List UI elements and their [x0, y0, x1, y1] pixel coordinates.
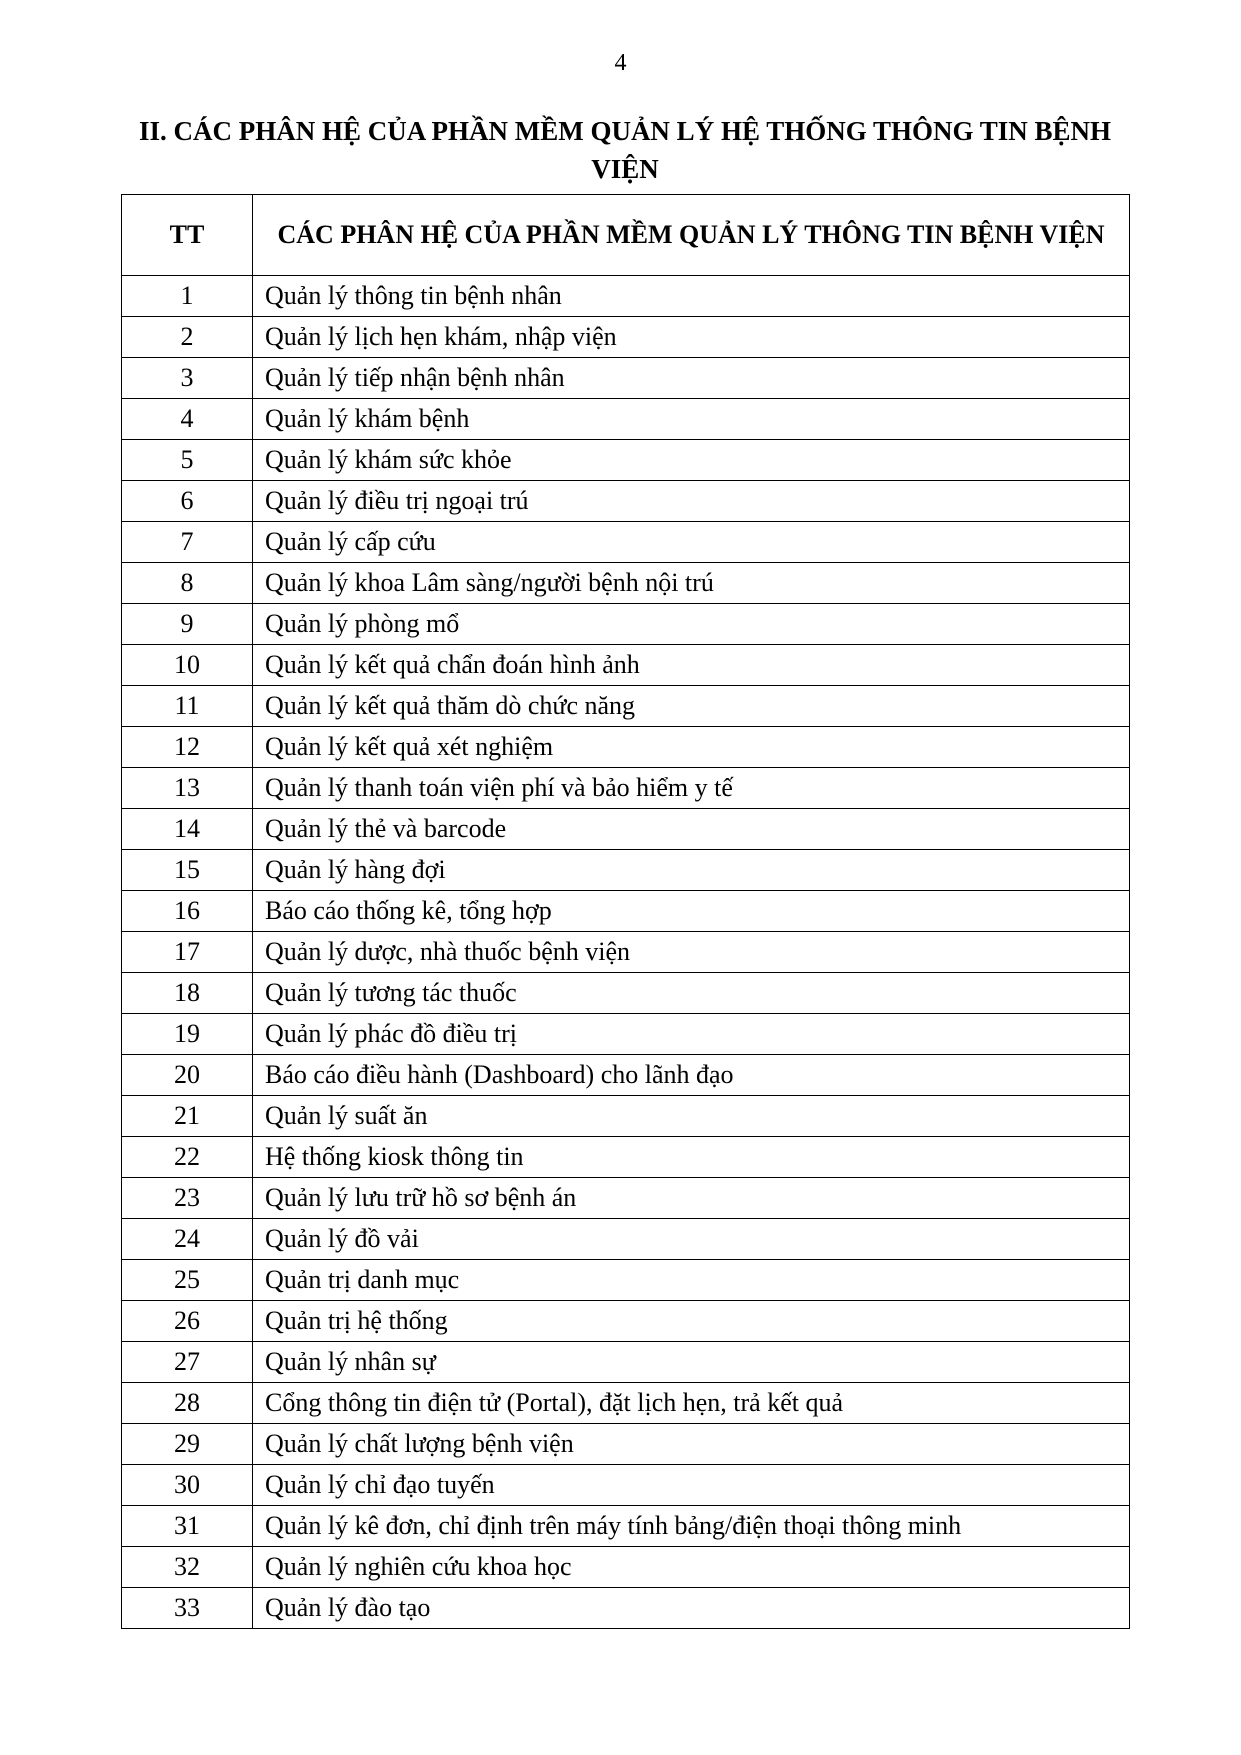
table-row: [122, 1260, 1130, 1301]
table-row: [122, 276, 1130, 317]
table-row: [122, 1383, 1130, 1424]
table-row: [122, 1137, 1130, 1178]
table-row: [122, 727, 1130, 768]
table-row: [122, 809, 1130, 850]
row-number: 22: [122, 1137, 253, 1178]
table-row: [122, 399, 1130, 440]
row-number: 4: [122, 399, 253, 440]
header-module-name: CÁC PHÂN HỆ CỦA PHẦN MỀM QUẢN LÝ THÔNG TIN BỆNH VIỆN: [253, 195, 1130, 276]
table-row: [122, 1547, 1130, 1588]
row-number: 18: [122, 973, 253, 1014]
module-name: Quản lý phòng mổ: [253, 604, 1130, 645]
row-number: 20: [122, 1055, 253, 1096]
table-row: [122, 440, 1130, 481]
table-row: [122, 1506, 1130, 1547]
row-number: 23: [122, 1178, 253, 1219]
module-name: Quản lý lịch hẹn khám, nhập viện: [253, 317, 1130, 358]
row-number: 21: [122, 1096, 253, 1137]
row-number: 13: [122, 768, 253, 809]
table-row: [122, 1096, 1130, 1137]
module-name: Quản trị danh mục: [253, 1260, 1130, 1301]
module-name: Quản lý khám sức khỏe: [253, 440, 1130, 481]
table-row: [122, 1055, 1130, 1096]
table-row: [122, 686, 1130, 727]
table-header-row: [122, 195, 1130, 276]
row-number: 11: [122, 686, 253, 727]
module-name: Quản lý thông tin bệnh nhân: [253, 276, 1130, 317]
section-title: II. CÁC PHÂN HỆ CỦA PHẦN MỀM QUẢN LÝ HỆ THỐNG THÔNG TIN BỆNH VIỆN: [138, 116, 1112, 184]
row-number: 8: [122, 563, 253, 604]
module-name: Quản lý chỉ đạo tuyến: [253, 1465, 1130, 1506]
row-number: 2: [122, 317, 253, 358]
table-row: [122, 481, 1130, 522]
module-name: Quản lý dược, nhà thuốc bệnh viện: [253, 932, 1130, 973]
row-number: 29: [122, 1424, 253, 1465]
table-row: [122, 645, 1130, 686]
row-number: 28: [122, 1383, 253, 1424]
module-name: Quản lý đồ vải: [253, 1219, 1130, 1260]
table-row: [122, 1342, 1130, 1383]
module-name: Quản lý phác đồ điều trị: [253, 1014, 1130, 1055]
row-number: 9: [122, 604, 253, 645]
modules-table: [121, 194, 1130, 1629]
page-number: 4: [614, 50, 627, 76]
table-row: [122, 1424, 1130, 1465]
table-row: [122, 1014, 1130, 1055]
table-row: [122, 604, 1130, 645]
row-number: 19: [122, 1014, 253, 1055]
module-name: Quản lý nghiên cứu khoa học: [253, 1547, 1130, 1588]
table-body: [122, 276, 1130, 1629]
row-number: 6: [122, 481, 253, 522]
table-row: [122, 317, 1130, 358]
module-name: Quản lý điều trị ngoại trú: [253, 481, 1130, 522]
module-name: Quản lý kết quả chẩn đoán hình ảnh: [253, 645, 1130, 686]
table-row: [122, 973, 1130, 1014]
table-row: [122, 891, 1130, 932]
module-name: Quản lý lưu trữ hồ sơ bệnh án: [253, 1178, 1130, 1219]
module-name: Báo cáo điều hành (Dashboard) cho lãnh đạo: [253, 1055, 1130, 1096]
module-name: Quản lý khám bệnh: [253, 399, 1130, 440]
module-name: Quản lý kết quả xét nghiệm: [253, 727, 1130, 768]
module-name: Quản lý tương tác thuốc: [253, 973, 1130, 1014]
row-number: 1: [122, 276, 253, 317]
row-number: 27: [122, 1342, 253, 1383]
module-name: Quản lý hàng đợi: [253, 850, 1130, 891]
table-row: [122, 1301, 1130, 1342]
row-number: 32: [122, 1547, 253, 1588]
table-row: [122, 522, 1130, 563]
row-number: 10: [122, 645, 253, 686]
table-row: [122, 358, 1130, 399]
module-name: Cổng thông tin điện tử (Portal), đặt lịch hẹn, trả kết quả: [253, 1383, 1130, 1424]
row-number: 7: [122, 522, 253, 563]
table-row: [122, 850, 1130, 891]
row-number: 5: [122, 440, 253, 481]
module-name: Quản lý suất ăn: [253, 1096, 1130, 1137]
row-number: 26: [122, 1301, 253, 1342]
row-number: 24: [122, 1219, 253, 1260]
row-number: 17: [122, 932, 253, 973]
module-name: Quản trị hệ thống: [253, 1301, 1130, 1342]
module-name: Quản lý nhân sự: [253, 1342, 1130, 1383]
module-name: Quản lý cấp cứu: [253, 522, 1130, 563]
row-number: 16: [122, 891, 253, 932]
row-number: 30: [122, 1465, 253, 1506]
table-row: [122, 932, 1130, 973]
module-name: Báo cáo thống kê, tổng hợp: [253, 891, 1130, 932]
module-name: Quản lý thanh toán viện phí và bảo hiểm y tế: [253, 768, 1130, 809]
row-number: 25: [122, 1260, 253, 1301]
header-tt: TT: [122, 195, 253, 276]
row-number: 14: [122, 809, 253, 850]
module-name: Quản lý khoa Lâm sàng/người bệnh nội trú: [253, 563, 1130, 604]
row-number: 31: [122, 1506, 253, 1547]
module-name: Quản lý đào tạo: [253, 1588, 1130, 1629]
row-number: 33: [122, 1588, 253, 1629]
table-row: [122, 563, 1130, 604]
row-number: 3: [122, 358, 253, 399]
module-name: Hệ thống kiosk thông tin: [253, 1137, 1130, 1178]
table-row: [122, 1178, 1130, 1219]
table-row: [122, 1588, 1130, 1629]
table-row: [122, 1219, 1130, 1260]
module-name: Quản lý kê đơn, chỉ định trên máy tính bảng/điện thoại thông minh: [253, 1506, 1130, 1547]
module-name: Quản lý chất lượng bệnh viện: [253, 1424, 1130, 1465]
table-row: [122, 1465, 1130, 1506]
module-name: Quản lý tiếp nhận bệnh nhân: [253, 358, 1130, 399]
module-name: Quản lý kết quả thăm dò chức năng: [253, 686, 1130, 727]
row-number: 12: [122, 727, 253, 768]
table-row: [122, 768, 1130, 809]
module-name: Quản lý thẻ và barcode: [253, 809, 1130, 850]
row-number: 15: [122, 850, 253, 891]
